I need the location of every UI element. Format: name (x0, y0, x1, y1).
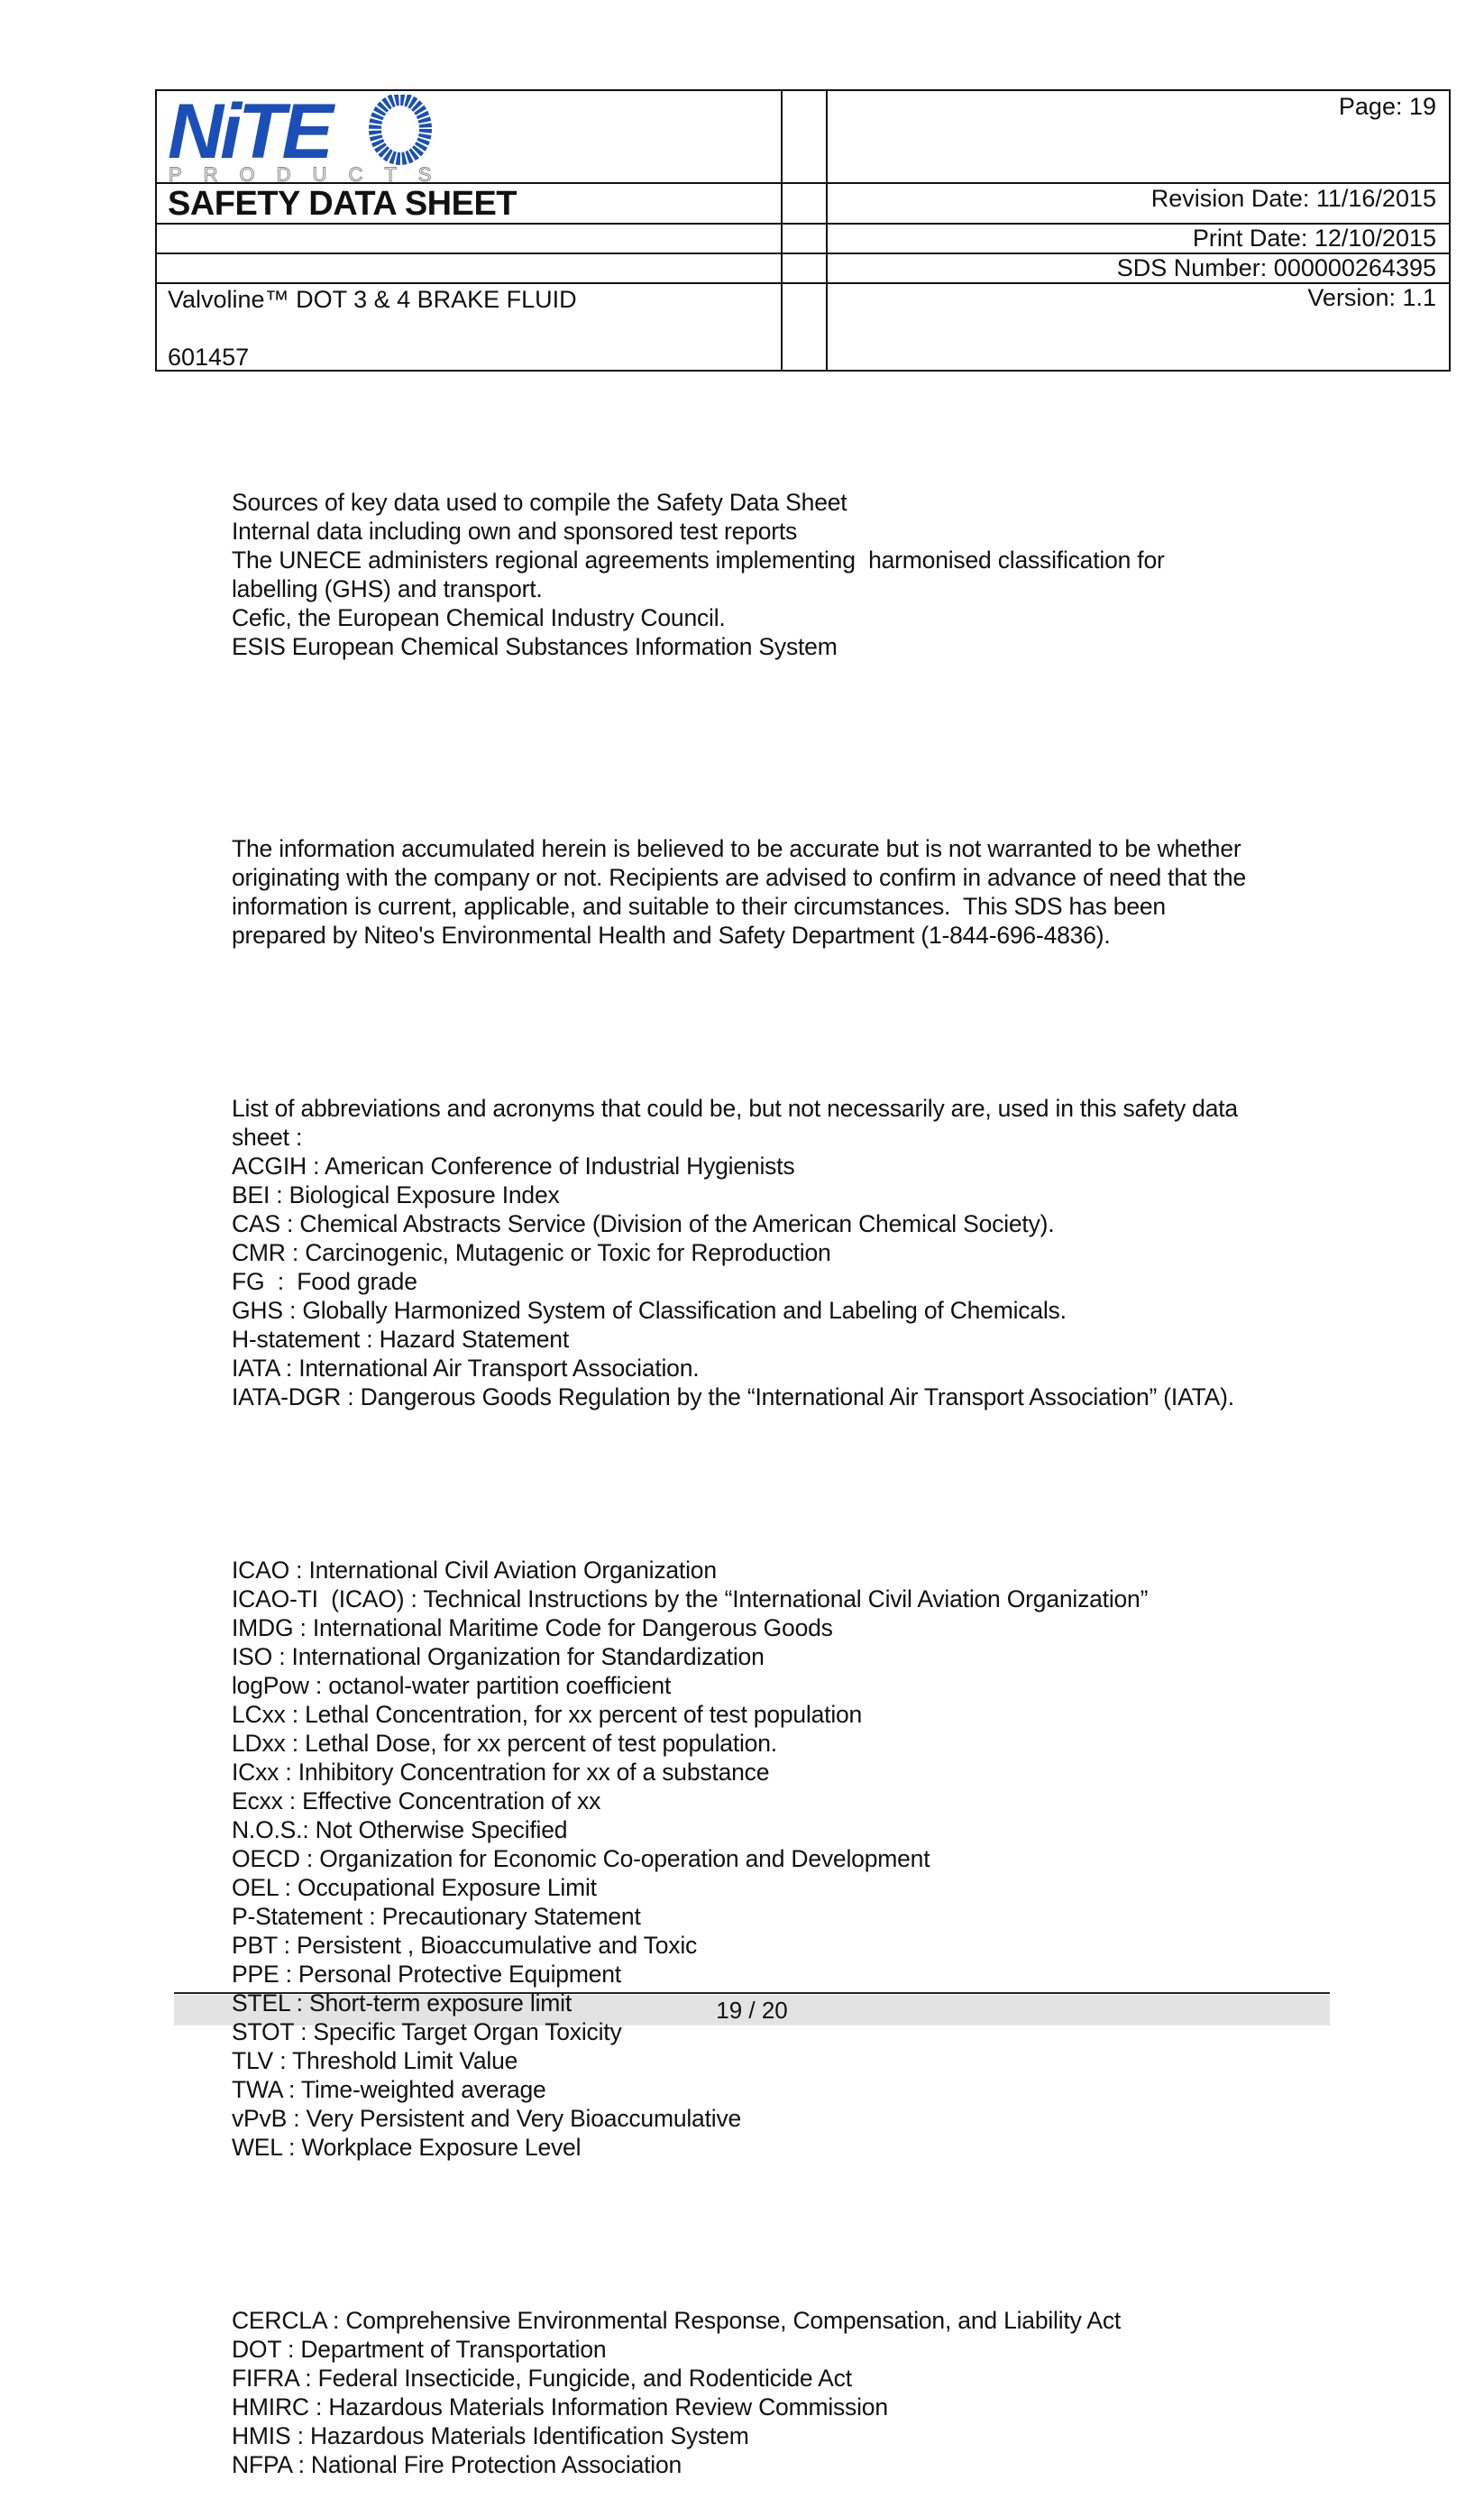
svg-text:PRODUCTS: PRODUCTS (169, 163, 453, 183)
sds-number: SDS Number: 000000264395 (1116, 254, 1436, 281)
text-line: ESIS European Chemical Substances Information System (232, 633, 838, 660)
text-line: vPvB : Very Persistent and Very Bioaccumulative (232, 2105, 742, 2132)
abbreviations-section (232, 1556, 1246, 2162)
text-line: IATA-DGR : Dangerous Goods Regulation by the “International Air Transport Association” (IATA). (232, 1383, 1234, 1410)
text-line: HMIRC : Hazardous Materials Information Review Commission (232, 2393, 888, 2421)
text-line: OECD : Organization for Economic Co-operation and Development (232, 1845, 930, 1872)
text-line: FG : Food grade (232, 1268, 417, 1295)
text-line: CERCLA : Comprehensive Environmental Response, Compensation, and Liability Act (232, 2307, 1122, 2334)
text-line: OEL : Occupational Exposure Limit (232, 1874, 597, 1901)
divider (781, 91, 783, 370)
text-line: DOT : Department of Transportation (232, 2336, 607, 2363)
text-line: ISO : International Organization for Standardization (232, 1643, 765, 1670)
text-line: ACGIH : American Conference of Industrial Hygienists (232, 1153, 795, 1180)
text-line: H-statement : Hazard Statement (232, 1326, 569, 1353)
text-line: NFPA : National Fire Protection Association (232, 2451, 682, 2478)
svg-text:NiTE: NiTE (168, 95, 330, 175)
text-line: The information accumulated herein is believed to be accurate but is not warranted to be whether (232, 835, 1241, 862)
text-line: labelling (GHS) and transport. (232, 575, 543, 602)
text-line: Internal data including own and sponsored test reports (232, 518, 798, 545)
text-line: CAS : Chemical Abstracts Service (Division of the American Chemical Society). (232, 1210, 1055, 1237)
document-body (232, 430, 1246, 2508)
text-line: HMIS : Hazardous Materials Identification System (232, 2422, 749, 2449)
footer-page-count: 19 / 20 (174, 1995, 1330, 2026)
text-line: P-Statement : Precautionary Statement (232, 1903, 641, 1930)
text-line: PPE : Personal Protective Equipment (232, 1961, 621, 1988)
text-line: BEI : Biological Exposure Index (232, 1181, 560, 1208)
text-line: LDxx : Lethal Dose, for xx percent of test population. (232, 1730, 777, 1757)
abbreviations-section (232, 1094, 1246, 1411)
divider (826, 91, 828, 370)
version: Version: 1.1 (1307, 284, 1436, 311)
page-number: Page: 19 (1338, 93, 1436, 120)
text-line: GHS : Globally Harmonized System of Classification and Labeling of Chemicals. (232, 1297, 1067, 1324)
abbreviations-section (232, 2306, 1246, 2479)
text-line: IATA : International Air Transport Association. (232, 1355, 700, 1382)
text-line: PBT : Persistent , Bioaccumulative and Toxic (232, 1932, 698, 1959)
text-line: The UNECE administers regional agreements implementing harmonised classification for (232, 547, 1165, 574)
text-line: prepared by Niteo's Environmental Health and Safety Department (1-844-696-4836). (232, 922, 1111, 949)
niteo-logo (168, 95, 456, 183)
text-line: sheet : (232, 1124, 303, 1151)
text-line: IMDG : International Maritime Code for Dangerous Goods (232, 1614, 833, 1641)
text-line: ICAO-TI (ICAO) : Technical Instructions by the “International Civil Aviation Organization” (232, 1585, 1149, 1612)
text-line: STOT : Specific Target Organ Toxicity (232, 2018, 622, 2045)
text-line: TLV : Threshold Limit Value (232, 2047, 518, 2074)
text-line: TWA : Time-weighted average (232, 2076, 546, 2103)
header-table (155, 89, 1451, 372)
print-date: Print Date: 12/10/2015 (1192, 225, 1436, 252)
text-line: originating with the company or not. Recipients are advised to confirm in advance of need that the (232, 864, 1246, 891)
text-line: CMR : Carcinogenic, Mutagenic or Toxic for Reproduction (232, 1239, 831, 1266)
text-line: Cefic, the European Chemical Industry Council. (232, 604, 726, 631)
text-line: FIFRA : Federal Insecticide, Fungicide, and Rodenticide Act (232, 2365, 852, 2392)
disclaimer-section (232, 834, 1246, 950)
product-name: Valvoline™ DOT 3 & 4 BRAKE FLUID (168, 286, 577, 313)
text-line: information is current, applicable, and suitable to their circumstances. This SDS has been (232, 893, 1166, 920)
text-line: List of abbreviations and acronyms that could be, but not necessarily are, used in this safety data (232, 1095, 1238, 1122)
document-title: SAFETY DATA SHEET (168, 185, 518, 223)
text-line: Sources of key data used to compile the Safety Data Sheet (232, 489, 847, 516)
sources-section (232, 488, 1246, 661)
product-code: 601457 (168, 344, 250, 371)
text-line: ICAO : International Civil Aviation Organization (232, 1557, 717, 1584)
text-line: Ecxx : Effective Concentration of xx (232, 1787, 601, 1814)
text-line: WEL : Workplace Exposure Level (232, 2134, 582, 2161)
text-line: logPow : octanol-water partition coefficient (232, 1672, 672, 1699)
text-line: STEL : Short-term exposure limit (232, 1989, 572, 2017)
text-line: LCxx : Lethal Concentration, for xx percent of test population (232, 1701, 863, 1728)
text-line: N.O.S.: Not Otherwise Specified (232, 1816, 568, 1843)
text-line: ICxx : Inhibitory Concentration for xx of a substance (232, 1759, 770, 1786)
revision-date: Revision Date: 11/16/2015 (1150, 185, 1436, 212)
divider (157, 282, 1449, 284)
